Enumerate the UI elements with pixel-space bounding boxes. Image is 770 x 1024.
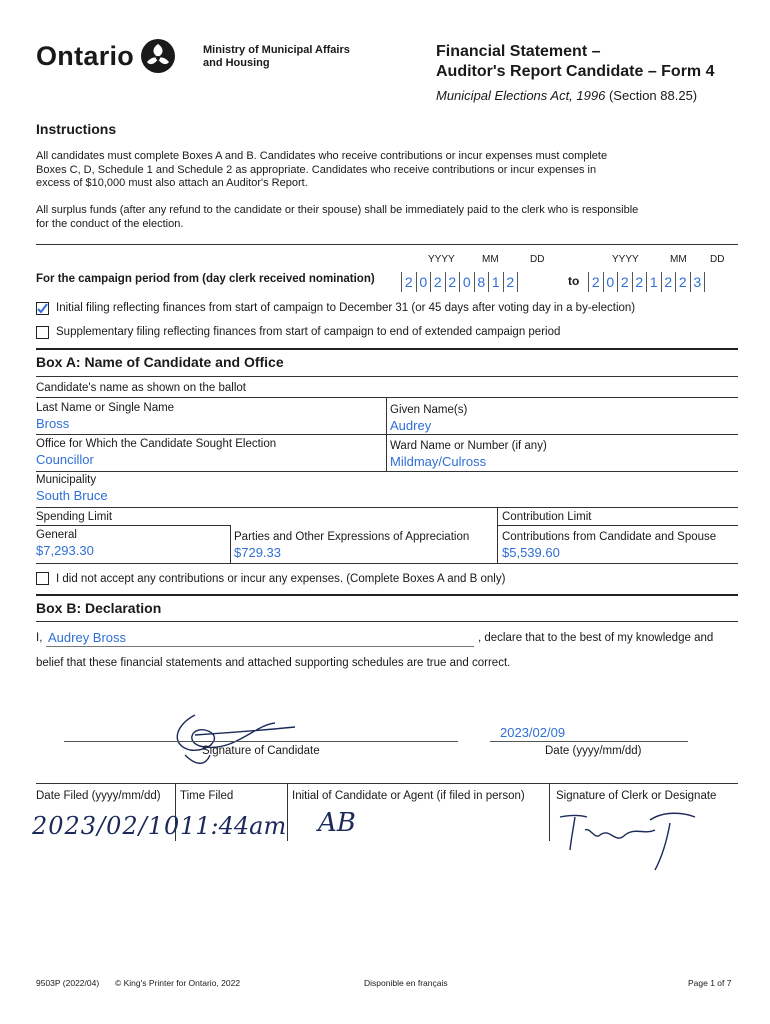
initial-label: Initial of Candidate or Agent (if filed in person) bbox=[292, 790, 525, 802]
initial-filing-checkbox[interactable] bbox=[36, 302, 49, 315]
to-label: to bbox=[568, 274, 580, 288]
ministry-name: Ministry of Municipal Affairs and Housing bbox=[203, 44, 350, 69]
last-name-label: Last Name or Single Name bbox=[36, 402, 175, 414]
no-contributions-label: I did not accept any contributions or incur any expenses. (Complete Boxes A and B only) bbox=[56, 573, 506, 585]
parties-value[interactable]: $729.33 bbox=[234, 545, 281, 560]
end-yyyy-label: YYYY bbox=[612, 254, 639, 265]
start-yyyy-label: YYYY bbox=[428, 254, 455, 265]
digit: 2 bbox=[589, 272, 604, 292]
contributions-value[interactable]: $5,539.60 bbox=[502, 545, 560, 560]
digit: 3 bbox=[691, 272, 706, 292]
date-label: Date (yyyy/mm/dd) bbox=[545, 745, 642, 757]
no-contributions-checkbox[interactable] bbox=[36, 572, 49, 585]
belief-text: belief that these financial statements and attached supporting schedules are true and correct. bbox=[36, 657, 511, 669]
contribution-limit-label: Contribution Limit bbox=[502, 511, 592, 523]
digit: 1 bbox=[647, 272, 662, 292]
ward-label: Ward Name or Number (if any) bbox=[390, 440, 547, 452]
end-dd-label: DD bbox=[710, 254, 725, 265]
declaration-date[interactable]: 2023/02/09 bbox=[500, 725, 566, 740]
campaign-period-label: For the campaign period from (day clerk received nomination) bbox=[36, 273, 375, 285]
supplementary-filing-checkbox[interactable] bbox=[36, 326, 49, 339]
digit: 2 bbox=[402, 272, 417, 292]
french-availability: Disponible en français bbox=[364, 978, 448, 988]
contributions-label: Contributions from Candidate and Spouse bbox=[502, 531, 717, 543]
instructions-heading: Instructions bbox=[36, 121, 117, 137]
check-icon bbox=[36, 302, 49, 315]
date-filed-value[interactable]: 2023/02/10 bbox=[32, 812, 181, 840]
box-a-heading: Box A: Name of Candidate and Office bbox=[36, 354, 284, 370]
act-reference: Municipal Elections Act, 1996 (Section 88.25) bbox=[436, 88, 698, 103]
digit: 2 bbox=[446, 272, 461, 292]
ballot-name-label: Candidate's name as shown on the ballot bbox=[36, 382, 246, 394]
start-dd-label: DD bbox=[530, 254, 545, 265]
ward-value[interactable]: Mildmay/Culross bbox=[390, 454, 487, 469]
parties-label: Parties and Other Expressions of Appreciation bbox=[234, 531, 470, 543]
declarant-name[interactable]: Audrey Bross bbox=[48, 630, 127, 645]
digit: 2 bbox=[662, 272, 677, 292]
digit: 0 bbox=[417, 272, 432, 292]
end-mm-label: MM bbox=[670, 254, 687, 265]
digit: 2 bbox=[633, 272, 648, 292]
time-filed-value[interactable]: 11:44am bbox=[180, 812, 287, 840]
instructions-para-1: All candidates must complete Boxes A and B. Candidates who receive contributions or incur expenses must complete Boxes C, D, Schedule 1 and Schedule 2 as appropriate. Candidates who receive contributions or incur expenses in excess of $10,000 must also attach an Auditor's Report. bbox=[36, 150, 608, 189]
end-date-digits[interactable] bbox=[588, 272, 705, 292]
municipality-value[interactable]: South Bruce bbox=[36, 488, 108, 503]
digit: 1 bbox=[489, 272, 504, 292]
start-mm-label: MM bbox=[482, 254, 499, 265]
clerk-signature-label: Signature of Clerk or Designate bbox=[556, 790, 717, 802]
ontario-logo bbox=[36, 38, 176, 74]
general-value[interactable]: $7,293.30 bbox=[36, 543, 94, 558]
instructions-para-2: All surplus funds (after any refund to the candidate or their spouse) shall be immediately paid to the clerk who is responsible for the conduct of the election. bbox=[36, 204, 639, 230]
supplementary-filing-label: Supplementary filing reflecting finances from start of campaign to end of extended campaign period bbox=[56, 326, 561, 338]
spending-limit-label: Spending Limit bbox=[36, 511, 113, 523]
start-date-digits[interactable] bbox=[401, 272, 518, 292]
given-name-label: Given Name(s) bbox=[390, 404, 468, 416]
form-title: Financial Statement – Auditor's Report Candidate – Form 4 bbox=[436, 43, 715, 80]
declaration-i: I, bbox=[36, 632, 43, 644]
digit: 2 bbox=[676, 272, 691, 292]
office-label: Office for Which the Candidate Sought Election bbox=[36, 438, 277, 450]
digit: 8 bbox=[475, 272, 490, 292]
initial-filing-label: Initial filing reflecting finances from start of campaign to December 31 (or 45 days after voting day in a by-election) bbox=[56, 302, 636, 314]
box-b-heading: Box B: Declaration bbox=[36, 600, 162, 616]
form-number: 9503P (2022/04) bbox=[36, 978, 100, 988]
time-filed-label: Time Filed bbox=[180, 790, 234, 802]
digit: 2 bbox=[431, 272, 446, 292]
general-label: General bbox=[36, 529, 77, 541]
date-filed-label: Date Filed (yyyy/mm/dd) bbox=[36, 790, 161, 802]
trillium-icon bbox=[140, 38, 176, 74]
digit: 2 bbox=[618, 272, 633, 292]
logo-text: Ontario bbox=[36, 40, 135, 71]
digit: 2 bbox=[504, 272, 519, 292]
signature-label: Signature of Candidate bbox=[202, 745, 320, 757]
initial-value[interactable]: AB bbox=[318, 808, 356, 838]
copyright: © King's Printer for Ontario, 2022 bbox=[115, 978, 241, 988]
given-name-value[interactable]: Audrey bbox=[390, 418, 432, 433]
last-name-value[interactable]: Bross bbox=[36, 416, 70, 431]
digit: 0 bbox=[460, 272, 475, 292]
clerk-signature bbox=[555, 805, 705, 875]
candidate-signature bbox=[165, 705, 305, 775]
declaration-text: , declare that to the best of my knowledge and bbox=[478, 632, 714, 644]
municipality-label: Municipality bbox=[36, 474, 97, 486]
digit: 0 bbox=[604, 272, 619, 292]
page-number: Page 1 of 7 bbox=[688, 978, 732, 988]
office-value[interactable]: Councillor bbox=[36, 452, 94, 467]
